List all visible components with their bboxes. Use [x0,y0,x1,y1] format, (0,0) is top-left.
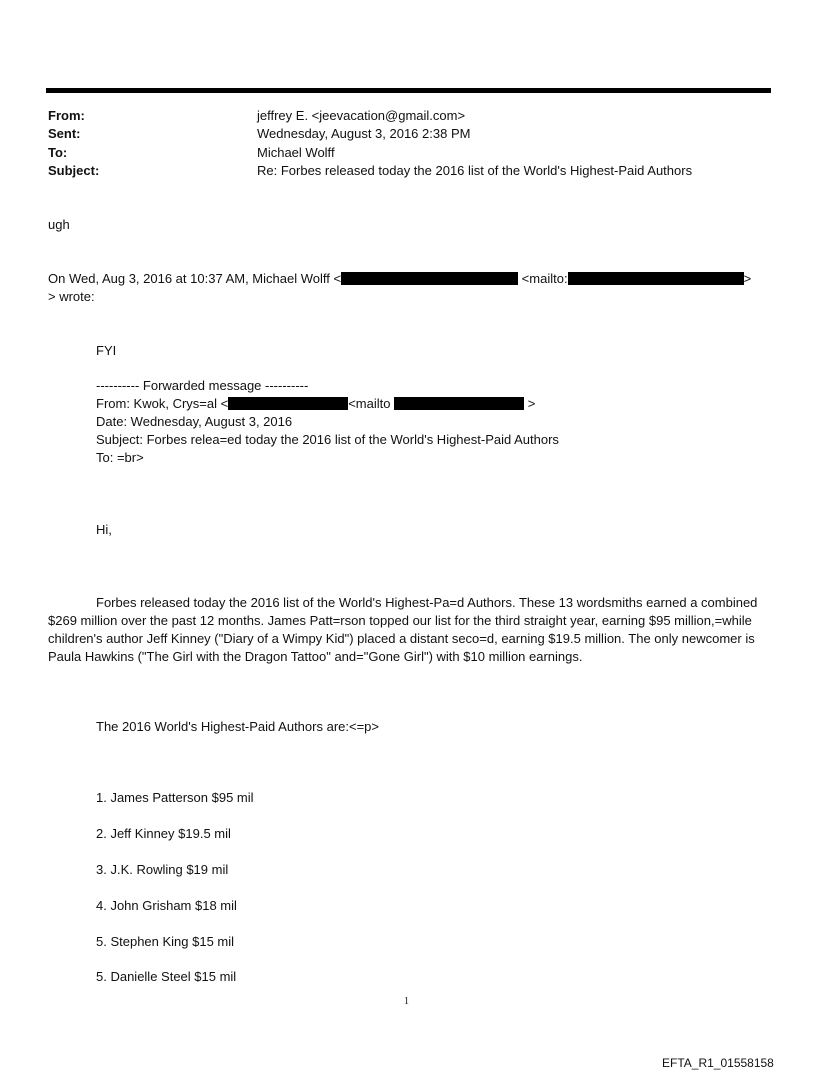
subject-label: Subject: [48,163,100,178]
list-item: 5. Danielle Steel $15 mil [96,969,237,984]
sent-value: Wednesday, August 3, 2016 2:38 PM [257,126,471,141]
list-item: 3. J.K. Rowling $19 mil [96,862,229,877]
list-item: 4. John Grisham $18 mil [96,898,237,913]
subject-value: Re: Forbes released today the 2016 list of the World's Highest-Paid Authors [257,163,693,178]
forward-date: Date: Wednesday, August 3, 2016 [96,414,293,429]
to-value: Michael Wolff [257,145,335,160]
to-label: To: [48,145,68,160]
from-label: From: [48,108,85,123]
forward-from-end: > [527,396,536,411]
body-paragraph: Forbes released today the 2016 list of the World's Highest-Pa=d Authors. These 13 wordsmiths earned a combined $269 million over the past 12 months. James Patt=rson topped our list for the third straight year, earning $95 million,=while children's author Jeff Kinney ("Diary of a Wimpy Kid") placed a distant seco=d, earning $19.5 million. The only newcomer is Paula Hawkins ("The Girl with the Dragon Tattoo" and="Gone Girl") with $10 million earnings. [48,595,758,664]
quote-end: > [743,271,752,286]
fyi-text: FYI [96,343,117,358]
page-number: 1 [404,996,409,1007]
forward-from [96,396,535,411]
list-item: 1. James Patterson $95 mil [96,790,254,805]
forward-subject: Subject: Forbes relea=ed today the 2016 list of the World's Highest-Paid Authors [96,432,559,447]
sent-label: Sent: [48,126,81,141]
redaction-box [394,397,524,410]
quote-prefix: On Wed, Aug 3, 2016 at 10:37 AM, Michael Wolff < [48,271,342,286]
list-item: 2. Jeff Kinney $19.5 mil [96,826,231,841]
forward-divider: ---------- Forwarded message ---------- [96,378,309,393]
list-item: 5. Stephen King $15 mil [96,934,235,949]
redaction-box [341,272,518,285]
reply-text: ugh [48,217,70,232]
list-intro: The 2016 World's Highest-Paid Authors are:<=p> [96,719,379,734]
redaction-box [568,272,744,285]
quote-wrote: > wrote: [48,289,95,304]
forward-to: To: =br> [96,450,144,465]
forward-from-mailto: <mailto [348,396,391,411]
bates-number: EFTA_R1_01558158 [662,1056,774,1070]
header-rule [46,88,771,93]
quote-attribution [48,271,751,286]
from-value: jeffrey E. <jeevacation@gmail.com> [257,108,466,123]
forward-from-prefix: From: Kwok, Crys=al < [96,396,229,411]
greeting: Hi, [96,522,112,537]
redaction-box [228,397,348,410]
quote-mailto: <mailto: [521,271,568,286]
